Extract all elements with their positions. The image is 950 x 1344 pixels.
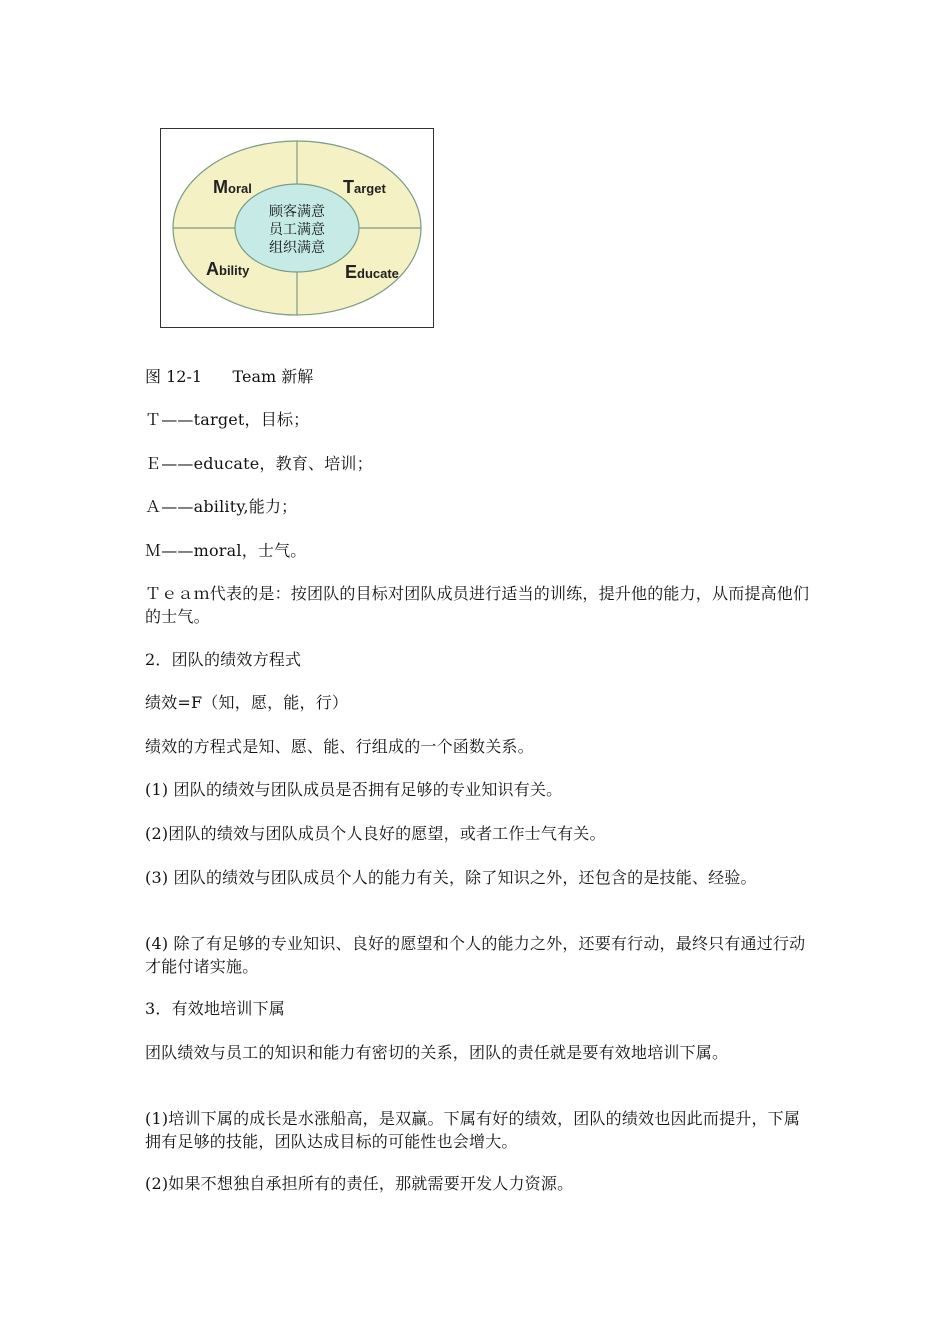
definition-m: Ｍ——moral，士气。 <box>145 541 307 560</box>
section-heading-2: 2．团队的绩效方程式 <box>145 650 302 669</box>
team-diagram <box>160 128 434 328</box>
quadrant-label-ability: Ability <box>206 259 250 279</box>
list-item-1: (1) 团队的绩效与团队成员是否拥有足够的专业知识有关。 <box>145 780 563 799</box>
figure-caption: 图 12-1 Team 新解 <box>145 367 314 386</box>
list-item-2: (2)团队的绩效与团队成员个人良好的愿望，或者工作士气有关。 <box>145 824 606 843</box>
definition-t: Ｔ——target，目标； <box>145 410 310 429</box>
center-text-organization: 组织满意 <box>269 240 325 256</box>
definition-e: Ｅ——educate，教育、培训； <box>145 454 373 473</box>
training-item-1: (1)培训下属的成长是水涨船高，是双赢。下属有好的绩效，团队的绩效也因此而提升，下属拥有足够的技能，团队达成目标的可能性也会增大。 <box>145 1109 801 1151</box>
team-meaning-paragraph: Ｔｅａｍ代表的是：按团队的目标对团队成员进行适当的训练，提升他的能力，从而提高他们的士气。 <box>145 584 810 626</box>
team-diagram-svg <box>161 129 433 327</box>
definition-a: Ａ——ability,能力； <box>145 497 298 516</box>
quadrant-label-target: Target <box>343 177 386 197</box>
center-text-customer: 顾客满意 <box>269 204 325 220</box>
quadrant-label-educate: Educate <box>345 262 399 282</box>
section-heading-3: 3．有效地培训下属 <box>145 999 285 1018</box>
performance-formula: 绩效=F（知，愿，能，行） <box>145 693 349 712</box>
training-item-2: (2)如果不想独自承担所有的责任，那就需要开发人力资源。 <box>145 1174 574 1193</box>
center-text-employee: 员工满意 <box>269 222 325 238</box>
list-item-4: (4) 除了有足够的专业知识、良好的愿望和个人的能力之外，还要有行动，最终只有通过行动才能付诸实施。 <box>145 934 806 976</box>
formula-description: 绩效的方程式是知、愿、能、行组成的一个函数关系。 <box>145 737 534 756</box>
list-item-3: (3) 团队的绩效与团队成员个人的能力有关，除了知识之外，还包含的是技能、经验。 <box>145 868 757 887</box>
quadrant-label-moral: Moral <box>213 177 252 197</box>
training-intro-paragraph: 团队绩效与员工的知识和能力有密切的关系，团队的责任就是要有效地培训下属。 <box>145 1043 729 1062</box>
